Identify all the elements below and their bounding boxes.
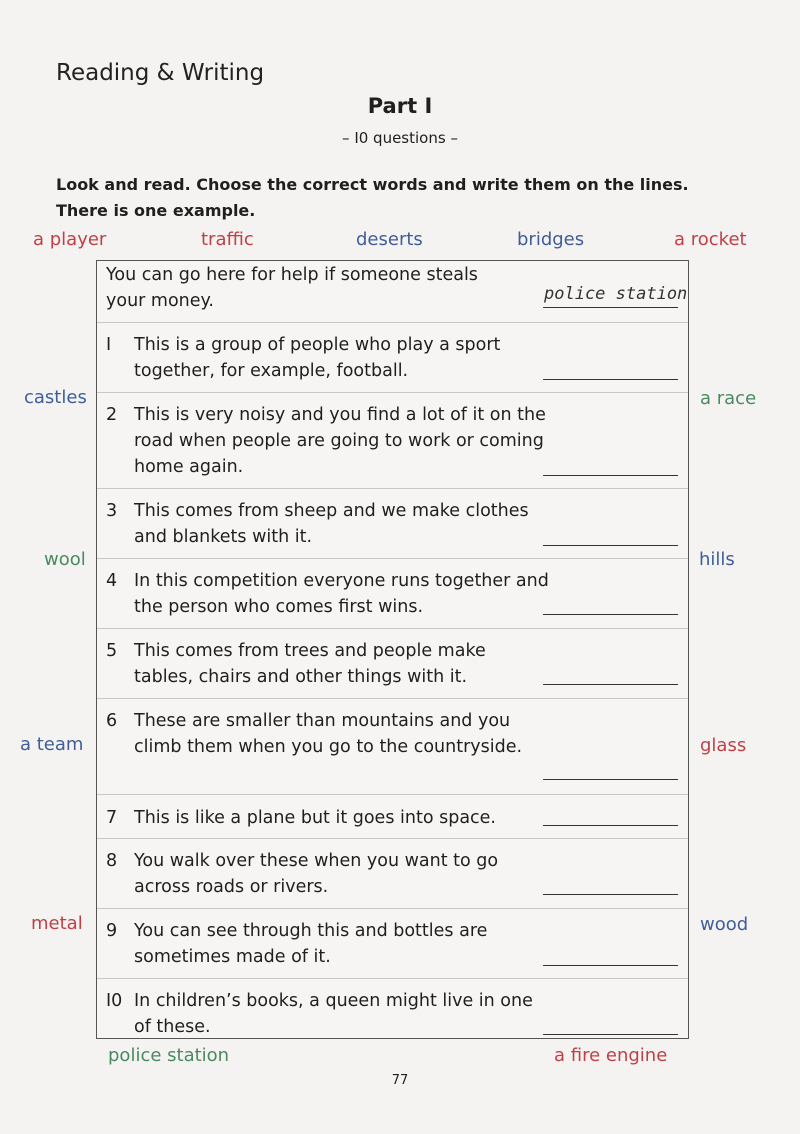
separator	[97, 698, 688, 699]
question-number: 2	[106, 405, 118, 425]
word-hills: hills	[699, 549, 735, 570]
question-text: In this competition everyone runs together and the person who comes first wins.	[134, 571, 549, 617]
question-number: 7	[106, 808, 118, 828]
word-metal: metal	[31, 913, 83, 934]
question-number: I0	[106, 991, 123, 1011]
question-8	[106, 848, 526, 900]
example-line-1: You can go here for help if someone steals	[106, 265, 478, 285]
question-number: 8	[106, 851, 118, 871]
instruction-line-2: There is one example.	[56, 201, 256, 220]
answer-line-8[interactable]	[543, 894, 678, 895]
word-bridges: bridges	[517, 229, 585, 250]
question-text: This is very noisy and you find a lot of it on the road when people are going to work or coming home again.	[134, 405, 546, 477]
separator	[97, 322, 688, 323]
question-text: You can see through this and bottles are sometimes made of it.	[134, 921, 488, 967]
separator	[97, 392, 688, 393]
answer-line-5[interactable]	[543, 684, 678, 685]
part-title: Part I	[367, 94, 433, 118]
answer-line-7[interactable]	[543, 825, 678, 826]
question-number: 9	[106, 921, 118, 941]
question-9	[106, 918, 546, 970]
separator	[97, 838, 688, 839]
word-wool: wool	[44, 549, 86, 570]
question-text: This is a group of people who play a sport together, for example, football.	[134, 335, 501, 381]
question-number: 6	[106, 711, 118, 731]
question-6	[106, 708, 526, 760]
question-text: This comes from trees and people make tables, chairs and other things with it.	[134, 641, 486, 687]
word-deserts: deserts	[356, 229, 423, 250]
answer-line-10[interactable]	[543, 1034, 678, 1035]
example-text	[106, 262, 526, 314]
word-a-player: a player	[33, 229, 107, 250]
separator	[97, 558, 688, 559]
answer-line-3[interactable]	[543, 545, 678, 546]
answer-line-2[interactable]	[543, 475, 678, 476]
question-10	[106, 988, 546, 1040]
answer-line-9[interactable]	[543, 965, 678, 966]
answer-line-4[interactable]	[543, 614, 678, 615]
word-wood: wood	[700, 914, 749, 935]
instruction-line-1: Look and read. Choose the correct words and write them on the lines.	[56, 175, 689, 194]
section-title: Reading & Writing	[56, 60, 265, 86]
example-line-2: your money.	[106, 291, 214, 311]
question-4	[106, 568, 566, 620]
question-text: These are smaller than mountains and you climb them when you go to the countryside.	[134, 711, 523, 757]
question-1	[106, 332, 546, 384]
word-castles: castles	[24, 387, 87, 408]
question-text: This is like a plane but it goes into space.	[134, 808, 496, 828]
question-number: I	[106, 335, 112, 355]
separator	[97, 628, 688, 629]
word-a-race: a race	[700, 388, 757, 409]
question-text: You walk over these when you want to go across roads or rivers.	[134, 851, 499, 897]
word-a-team: a team	[20, 734, 84, 755]
separator	[97, 794, 688, 795]
question-text: This comes from sheep and we make clothes and blankets with it.	[134, 501, 529, 547]
separator	[97, 908, 688, 909]
answer-line-6[interactable]	[543, 779, 678, 780]
question-2	[106, 402, 546, 480]
separator	[97, 488, 688, 489]
question-number: 4	[106, 571, 118, 591]
question-5	[106, 638, 546, 690]
answer-line-1[interactable]	[543, 379, 678, 380]
word-a-rocket: a rocket	[674, 229, 747, 250]
word-traffic: traffic	[201, 229, 254, 250]
word-a-fire-engine: a fire engine	[554, 1045, 668, 1066]
question-text: In children’s books, a queen might live in one of these.	[134, 991, 533, 1037]
part-subtitle: – I0 questions –	[342, 129, 458, 147]
page-number: 77	[391, 1073, 409, 1088]
question-number: 3	[106, 501, 118, 521]
example-answer: police station	[544, 284, 688, 304]
question-3	[106, 498, 546, 550]
question-number: 5	[106, 641, 118, 661]
example-answer-line	[543, 307, 678, 308]
question-7	[106, 805, 546, 831]
word-police-station: police station	[108, 1045, 230, 1066]
word-glass: glass	[700, 735, 747, 756]
separator	[97, 978, 688, 979]
